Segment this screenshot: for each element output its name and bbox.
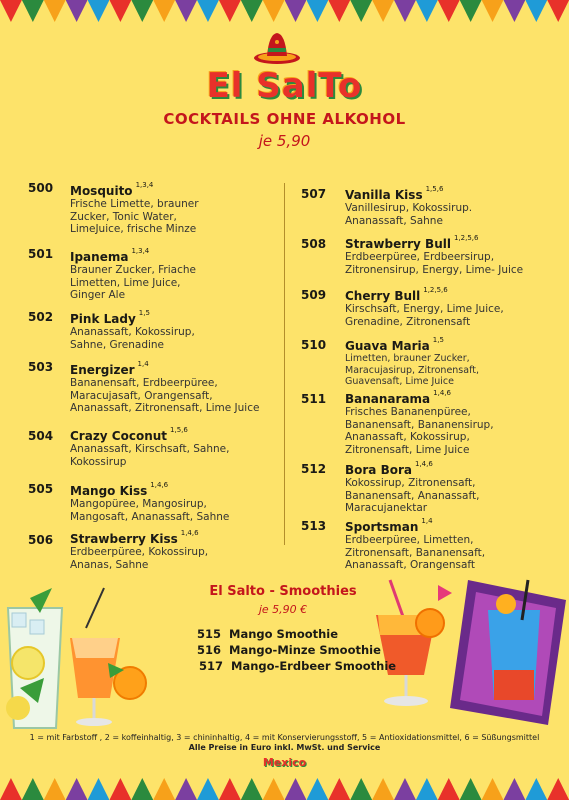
- smoothie-item: [197, 643, 381, 657]
- bunting-bottom: [0, 778, 569, 800]
- prices-footnote: Alle Preise in Euro inkl. MwSt. und Service: [188, 743, 381, 752]
- bunting-flag: [482, 0, 504, 22]
- item-desc: Ananassaft, Sahne: [345, 214, 443, 227]
- menu-item: [345, 185, 472, 227]
- menu-item: [345, 389, 494, 456]
- bunting-flag: [306, 778, 328, 800]
- item-additives: 1,4: [421, 517, 433, 525]
- bunting-flag: [263, 778, 285, 800]
- item-number: 510: [301, 338, 327, 352]
- bunting-flag: [285, 0, 307, 22]
- bunting-flag: [197, 0, 219, 22]
- item-desc: Vanillesirup, Kokossirup.: [345, 202, 473, 214]
- item-number: 503: [28, 360, 54, 374]
- item-desc: Kokossirup: [70, 455, 127, 468]
- item-desc: Frische Limette, brauner: [70, 198, 199, 210]
- menu-item: [70, 360, 259, 415]
- bunting-flag: [438, 778, 460, 800]
- item-name: Vanilla Kiss: [345, 188, 423, 202]
- smoothies-price: je 5,90 €: [258, 603, 308, 616]
- smoothie-name: Mango-Minze Smoothie: [229, 643, 381, 657]
- bunting-flag: [197, 778, 219, 800]
- item-desc: Maracujanektar: [345, 502, 428, 514]
- bunting-flag: [175, 0, 197, 22]
- item-desc: Zucker, Tonic Water,: [70, 210, 177, 223]
- item-desc: Kokossirup, Zitronensaft,: [345, 477, 476, 489]
- bunting-flag: [109, 0, 131, 22]
- item-number: 506: [28, 533, 54, 547]
- menu-item: [70, 426, 229, 468]
- bunting-flag: [306, 0, 328, 22]
- item-number: 508: [301, 237, 327, 251]
- bunting-flag: [372, 778, 394, 800]
- bunting-flag: [88, 0, 110, 22]
- menu-item: [70, 481, 229, 523]
- smoothie-item: [197, 627, 338, 641]
- item-desc: Sahne, Grenadine: [70, 338, 165, 351]
- bunting-flag: [153, 0, 175, 22]
- item-desc: Kirschsaft, Energy, Lime Juice,: [345, 303, 504, 315]
- item-desc: Ananassaft, Orangensaft: [345, 559, 476, 571]
- item-additives: 1,3,4: [131, 247, 150, 255]
- smoothie-number: 515: [197, 627, 222, 641]
- item-additives: 1,4,6: [415, 460, 433, 468]
- item-number: 511: [301, 392, 327, 406]
- item-name: Bananarama: [345, 392, 431, 406]
- item-name: Ipanema: [70, 250, 129, 264]
- item-desc: Zitronensaft, Bananensaft,: [345, 546, 486, 559]
- menu-item: [70, 247, 196, 302]
- bunting-flag: [109, 778, 131, 800]
- item-additives: 1,5: [432, 336, 444, 344]
- item-name: Strawberry Bull: [345, 237, 451, 251]
- bunting-flag: [328, 0, 350, 22]
- item-desc: Ananassaft, Kokossirup,: [70, 326, 195, 338]
- item-additives: 1,5,6: [170, 426, 188, 434]
- bunting-flag: [416, 778, 438, 800]
- bunting-flag: [22, 778, 44, 800]
- bunting-flag: [350, 778, 372, 800]
- menu-heading: COCKTAILS OHNE ALKOHOL: [163, 110, 406, 128]
- cocktail-price: je 5,90: [258, 132, 311, 150]
- item-desc: Ananas, Sahne: [70, 558, 149, 571]
- bunting-flag: [131, 778, 153, 800]
- bunting-flag: [525, 778, 547, 800]
- bunting-flag: [22, 0, 44, 22]
- brand-logo: Mexico: [262, 756, 307, 769]
- menu-item: [345, 460, 479, 515]
- item-desc: Limetten, Lime Juice,: [70, 276, 181, 289]
- bunting-flag: [394, 778, 416, 800]
- item-desc: Frisches Bananenpüree,: [345, 406, 471, 418]
- bunting-flag: [241, 0, 263, 22]
- smoothie-number: 517: [199, 659, 224, 673]
- item-number: 504: [28, 429, 54, 443]
- bunting-flag: [460, 778, 482, 800]
- bunting-flag: [482, 778, 504, 800]
- smoothie-item: [199, 659, 396, 673]
- item-desc: Erdbeerpüree, Kokossirup,: [70, 546, 209, 558]
- bunting-flag: [416, 0, 438, 22]
- bunting-flag: [44, 778, 66, 800]
- item-number: 500: [28, 181, 54, 195]
- item-desc: Zitronensaft, Lime Juice: [345, 443, 470, 456]
- item-name: Crazy Coconut: [70, 429, 168, 443]
- bunting-flag: [88, 778, 110, 800]
- item-number: 507: [301, 187, 327, 201]
- bunting-flag: [153, 778, 175, 800]
- bunting-flag: [438, 0, 460, 22]
- item-desc: Bananensaft, Ananassaft,: [345, 489, 480, 502]
- item-additives: 1,2,5,6: [453, 234, 479, 242]
- menu-item: [345, 517, 485, 572]
- bunting-flag: [0, 0, 22, 22]
- bunting-flag: [503, 778, 525, 800]
- item-name: Mosquito: [70, 184, 133, 198]
- bunting-flag: [547, 0, 569, 22]
- additives-footnote: 1 = mit Farbstoff , 2 = koffeinhaltig, 3 = chininhaltig, 4 = mit Konservierungsstoff, 5 = Antioxidationsmittel, 6 = Süßungsmittel: [29, 733, 540, 742]
- menu-item: [70, 181, 199, 236]
- bunting-flag: [328, 778, 350, 800]
- bunting-flag: [44, 0, 66, 22]
- sombrero-icon: [253, 28, 301, 66]
- item-desc: Ananassaft, Zitronensaft, Lime Juice: [70, 402, 260, 414]
- mojito-drink-icon: [0, 568, 160, 738]
- item-desc: Guavensaft, Lime Juice: [345, 376, 454, 387]
- item-number: 512: [301, 462, 327, 476]
- item-number: 513: [301, 519, 327, 533]
- item-desc: Ananassaft, Kokossirup,: [345, 431, 470, 443]
- item-desc: Erdbeerpüree, Limetten,: [345, 534, 474, 546]
- item-desc: Erdbeerpüree, Erdbeersirup,: [345, 251, 495, 263]
- blue-cocktail-photo: [448, 570, 568, 730]
- item-desc: Bananensaft, Erdbeerpüree,: [70, 377, 218, 389]
- item-additives: 1,4,6: [180, 529, 199, 537]
- menu-item: [70, 529, 208, 571]
- bunting-flag: [175, 778, 197, 800]
- item-desc: Maracujasirup, Zitronensaft,: [345, 364, 479, 376]
- bunting-top: [0, 0, 569, 22]
- bunting-flag: [263, 0, 285, 22]
- item-additives: 1,5,6: [425, 185, 444, 193]
- item-desc: Maracujasaft, Orangensaft,: [70, 389, 213, 402]
- item-name: Energizer: [70, 363, 135, 377]
- bunting-flag: [372, 0, 394, 22]
- menu-item: [70, 309, 195, 351]
- column-divider: [284, 183, 285, 545]
- item-name: Bora Bora: [345, 463, 412, 477]
- item-name: Strawberry Kiss: [70, 532, 178, 546]
- bunting-flag: [219, 778, 241, 800]
- item-desc: Zitronensirup, Energy, Lime- Juice: [345, 263, 524, 276]
- smoothie-number: 516: [197, 643, 222, 657]
- item-desc: Grenadine, Zitronensaft: [345, 315, 471, 328]
- item-additives: 1,4: [137, 360, 149, 368]
- item-desc: Ginger Ale: [70, 289, 126, 301]
- logo-text: El SalTo: [206, 66, 363, 106]
- item-additives: 1,5: [138, 309, 150, 317]
- item-additives: 1,3,4: [135, 181, 154, 189]
- bunting-flag: [66, 0, 88, 22]
- item-desc: Bananensaft, Bananensirup,: [345, 418, 494, 431]
- smoothie-name: Mango Smoothie: [229, 627, 339, 641]
- smoothies-title: El Salto - Smoothies: [209, 584, 357, 599]
- item-number: 502: [28, 310, 54, 324]
- bunting-flag: [285, 778, 307, 800]
- item-additives: 1,4,6: [150, 481, 169, 489]
- item-additives: 1,4,6: [433, 389, 451, 397]
- item-number: 501: [28, 247, 54, 261]
- item-name: Pink Lady: [70, 312, 136, 326]
- bunting-flag: [219, 0, 241, 22]
- item-desc: Mangosaft, Ananassaft, Sahne: [70, 510, 230, 523]
- item-name: Mango Kiss: [70, 484, 148, 498]
- bunting-flag: [525, 0, 547, 22]
- item-desc: Mangopüree, Mangosirup,: [70, 498, 207, 510]
- bunting-flag: [394, 0, 416, 22]
- bunting-flag: [547, 778, 569, 800]
- bunting-flag: [350, 0, 372, 22]
- bunting-flag: [241, 778, 263, 800]
- menu-item: [345, 286, 504, 328]
- bunting-flag: [460, 0, 482, 22]
- menu-item: [345, 234, 523, 276]
- item-number: 509: [301, 288, 327, 302]
- menu-item: [345, 336, 479, 388]
- bunting-flag: [66, 778, 88, 800]
- item-name: Cherry Bull: [345, 289, 421, 303]
- item-desc: LimeJuice, frische Minze: [70, 223, 197, 235]
- item-name: Guava Maria: [345, 339, 430, 353]
- item-desc: Ananassaft, Kirschsaft, Sahne,: [70, 443, 230, 455]
- item-additives: 1,2,5,6: [423, 286, 448, 294]
- item-desc: Limetten, brauner Zucker,: [345, 353, 470, 364]
- item-number: 505: [28, 482, 54, 496]
- item-name: Sportsman: [345, 520, 419, 534]
- smoothie-name: Mango-Erdbeer Smoothie: [231, 659, 397, 673]
- bunting-flag: [131, 0, 153, 22]
- item-desc: Brauner Zucker, Friache: [70, 264, 196, 276]
- bunting-flag: [0, 778, 22, 800]
- bunting-flag: [503, 0, 525, 22]
